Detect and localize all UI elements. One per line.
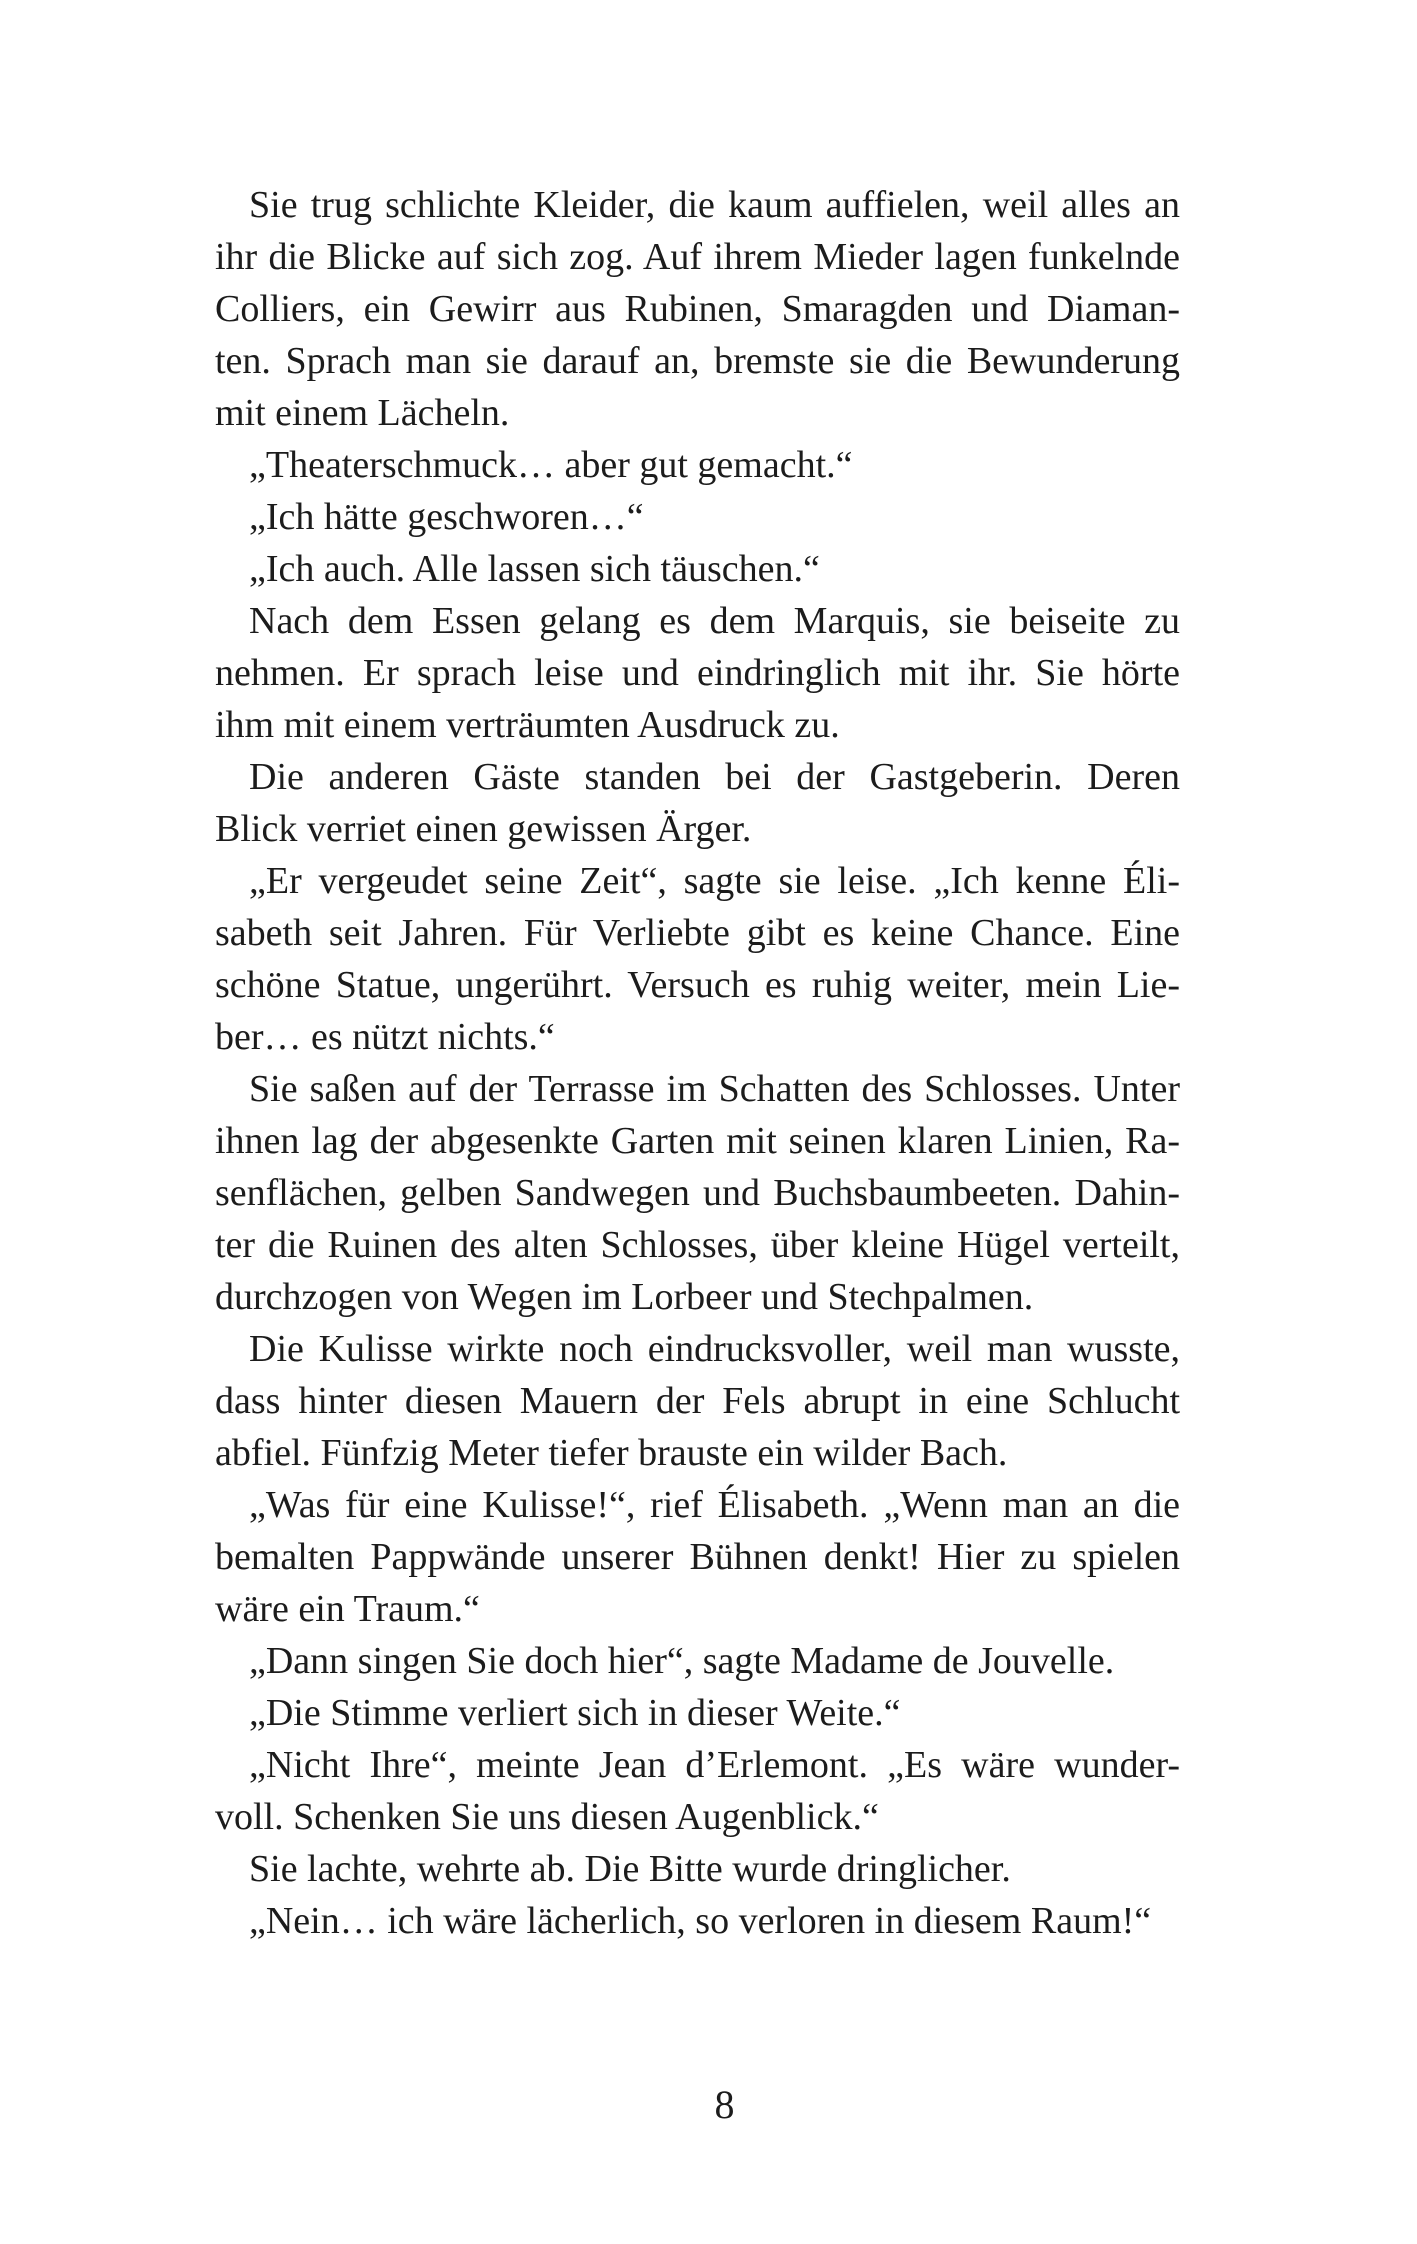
text-line: durchzogen von Wegen im Lorbeer und Stechpalmen. (215, 1276, 1034, 1318)
text-line: ihnen lag der abgesenkte Garten mit seinen klaren Linien, Ra- (215, 1120, 1180, 1162)
text-line: ihm mit einem verträumten Ausdruck zu. (215, 704, 840, 746)
text-line: „Nicht Ihre“, meinte Jean d’Erlemont. „Es wäre wunder- (249, 1744, 1180, 1786)
text-line: „Ich auch. Alle lassen sich täuschen.“ (249, 548, 820, 590)
text-line: „Die Stimme verliert sich in dieser Weite.“ (249, 1692, 901, 1734)
text-line: „Er vergeudet seine Zeit“, sagte sie leise. „Ich kenne Éli- (249, 860, 1180, 902)
text-line: Die anderen Gäste standen bei der Gastgeberin. Deren (249, 756, 1180, 798)
text-line: Die Kulisse wirkte noch eindrucksvoller, weil man wusste, (249, 1328, 1180, 1370)
text-line: Sie lachte, wehrte ab. Die Bitte wurde dringlicher. (249, 1848, 1011, 1890)
text-line: wäre ein Traum.“ (215, 1588, 480, 1630)
text-line: Nach dem Essen gelang es dem Marquis, sie beiseite zu (249, 600, 1180, 642)
text-line: Blick verriet einen gewissen Ärger. (215, 808, 752, 850)
text-line: voll. Schenken Sie uns diesen Augenblick.“ (215, 1796, 879, 1838)
text-line: Colliers, ein Gewirr aus Rubinen, Smaragden und Diaman- (215, 288, 1180, 330)
text-line: „Nein… ich wäre lächerlich, so verloren in diesem Raum!“ (249, 1900, 1152, 1942)
text-line: ten. Sprach man sie darauf an, bremste sie die Bewunderung (215, 340, 1180, 382)
text-line: „Ich hätte geschworen…“ (249, 496, 644, 538)
text-line: schöne Statue, ungerührt. Versuch es ruhig weiter, mein Lie- (215, 964, 1180, 1006)
text-line: nehmen. Er sprach leise und eindringlich mit ihr. Sie hörte (215, 652, 1180, 694)
text-line: ter die Ruinen des alten Schlosses, über kleine Hügel verteilt, (215, 1224, 1180, 1266)
text-line: ber… es nützt nichts.“ (215, 1016, 555, 1058)
text-line: bemalten Pappwände unserer Bühnen denkt! Hier zu spielen (215, 1536, 1180, 1578)
text-line: „Theaterschmuck… aber gut gemacht.“ (249, 444, 853, 486)
text-line: sabeth seit Jahren. Für Verliebte gibt es keine Chance. Eine (215, 912, 1180, 954)
text-line: mit einem Lächeln. (215, 392, 510, 434)
text-line: abfiel. Fünfzig Meter tiefer brauste ein wilder Bach. (215, 1432, 1008, 1474)
body-text (215, 179, 1180, 1947)
text-line: senflächen, gelben Sandwegen und Buchsbaumbeeten. Dahin- (215, 1172, 1180, 1214)
text-line: „Was für eine Kulisse!“, rief Élisabeth. „Wenn man an die (249, 1484, 1180, 1526)
text-line: „Dann singen Sie doch hier“, sagte Madame de Jouvelle. (249, 1640, 1115, 1682)
page-number: 8 (714, 2082, 735, 2127)
text-line: Sie saßen auf der Terrasse im Schatten des Schlosses. Unter (249, 1068, 1180, 1110)
text-line: Sie trug schlichte Kleider, die kaum auffielen, weil alles an (249, 184, 1180, 226)
text-line: dass hinter diesen Mauern der Fels abrupt in eine Schlucht (215, 1380, 1180, 1422)
text-line: ihr die Blicke auf sich zog. Auf ihrem Mieder lagen funkelnde (215, 236, 1180, 278)
